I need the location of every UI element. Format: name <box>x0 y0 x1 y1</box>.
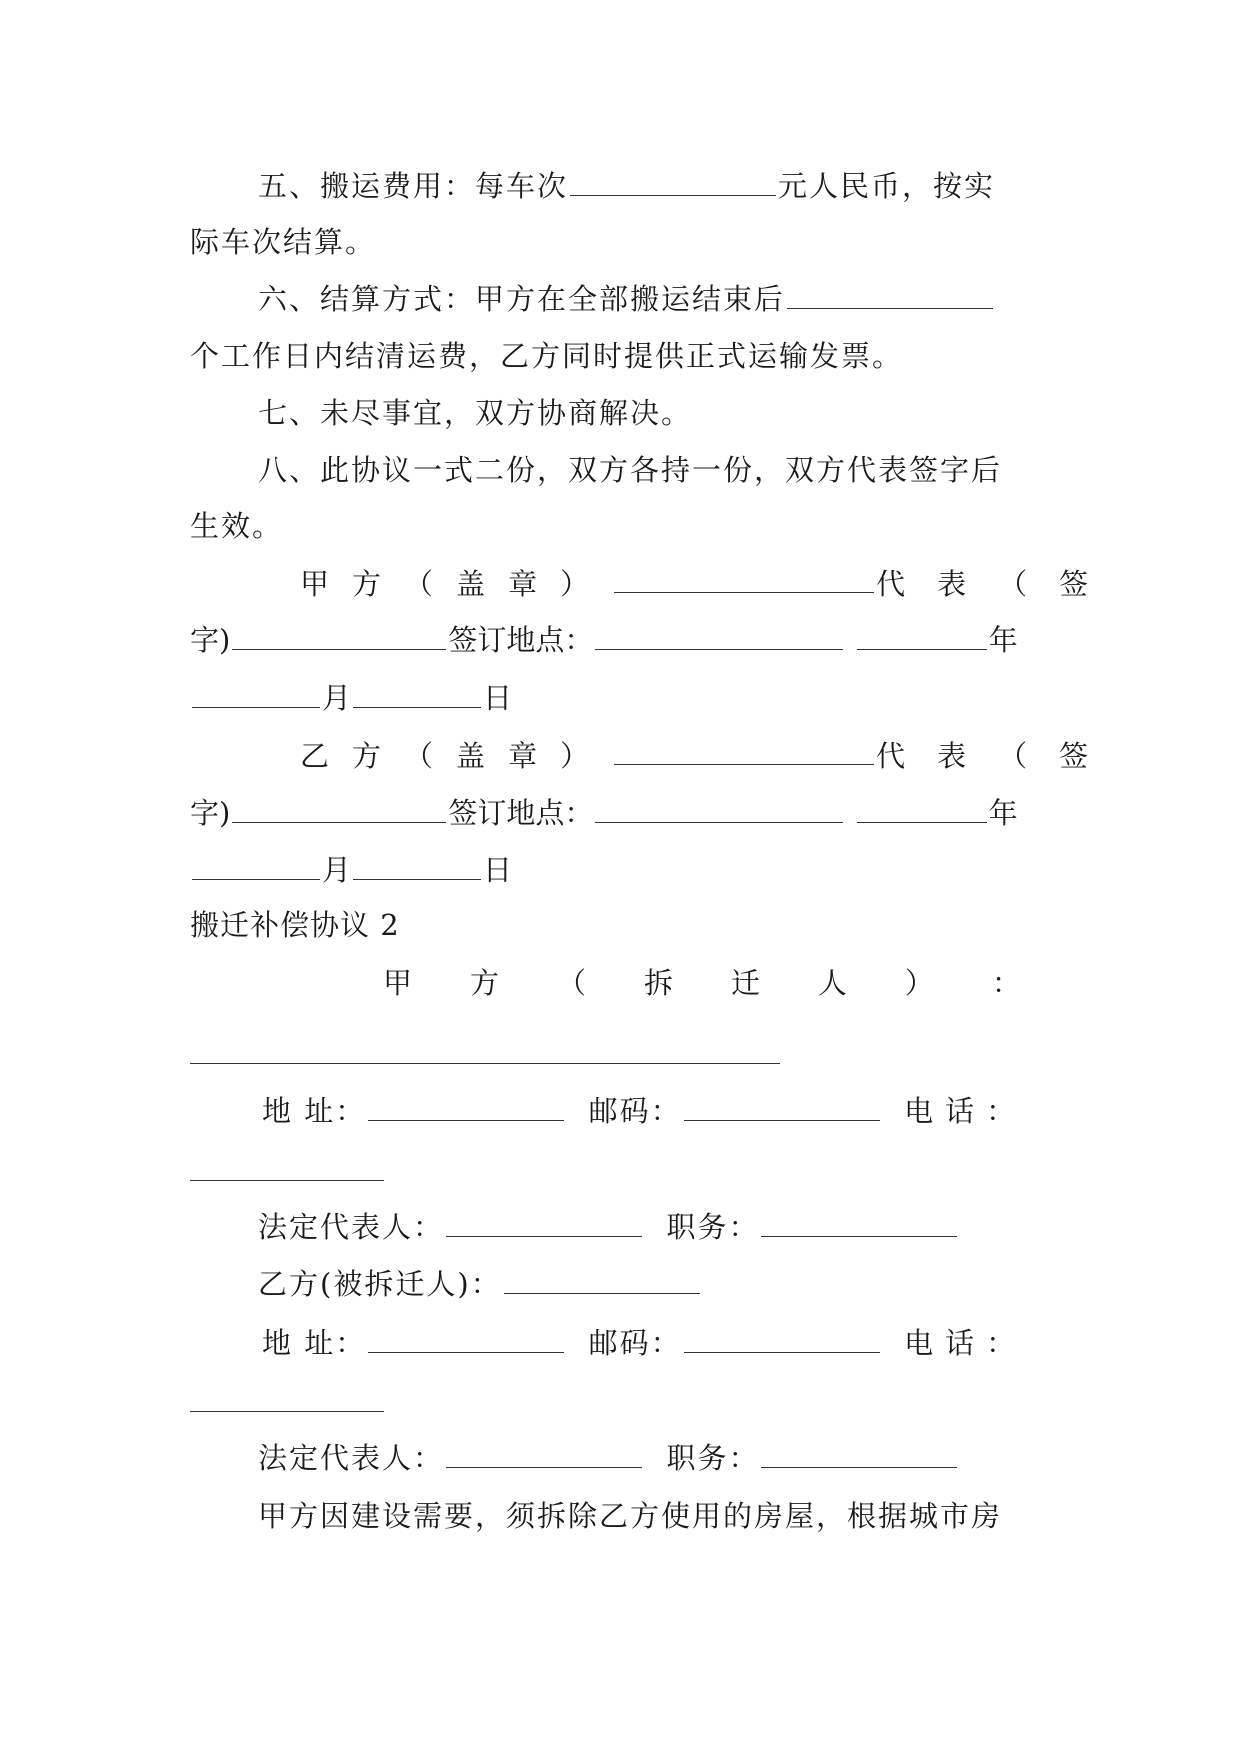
char: 章 <box>508 567 540 601</box>
char: （ <box>998 739 1030 773</box>
char: （ <box>998 567 1030 601</box>
char: 迁 <box>730 966 762 1000</box>
char: 签 <box>1059 567 1091 601</box>
position-label: 职务： <box>666 1441 760 1475</box>
clause-5-text: 五、搬运费用：每车次 <box>258 169 569 203</box>
clause-5-text-end: 元人民币，按实 <box>778 169 996 203</box>
zip-label: 邮码： <box>588 1326 682 1360</box>
char: 盖 <box>456 739 488 773</box>
party-b-label: 乙方(被拆迁人)： <box>258 1267 502 1301</box>
party-a-date-line <box>190 678 512 718</box>
party-b-month-blank[interactable] <box>192 851 320 880</box>
party-a-month-blank[interactable] <box>192 679 320 708</box>
party-a-address-blank[interactable] <box>368 1092 564 1121</box>
clause-6-text: 六、结算方式：甲方在全部搬运结束后 <box>258 282 786 316</box>
char: 方 <box>352 739 384 773</box>
fee-blank[interactable] <box>570 167 776 196</box>
party-b-year-blank[interactable] <box>857 794 987 823</box>
party-a-stamp-blank[interactable] <box>614 564 874 593</box>
party-a-name-blank[interactable] <box>190 1063 780 1064</box>
char: 代 <box>876 739 908 773</box>
agreement-preamble: 甲方因建设需要，须拆除乙方使用的房屋，根据城市房 <box>258 1499 1003 1533</box>
party-b-name-blank[interactable] <box>504 1265 700 1294</box>
party-a-signature-line-2 <box>190 620 1018 660</box>
char: 拆 <box>643 966 675 1000</box>
party-a-year-blank[interactable] <box>857 621 987 650</box>
address-label: 地 址： <box>262 1094 367 1128</box>
party-a-place-blank[interactable] <box>595 621 843 650</box>
party-b-rep-label <box>876 736 1090 776</box>
party-a-phone-blank[interactable] <box>190 1180 384 1181</box>
char: 甲 <box>383 966 415 1000</box>
legal-rep-label: 法定代表人： <box>258 1210 445 1244</box>
party-b-stamp-blank[interactable] <box>614 736 874 765</box>
party-b-signature-line <box>300 736 1091 776</box>
party-a-legal-rep-blank[interactable] <box>446 1208 642 1237</box>
char: 代 <box>876 567 908 601</box>
clause-6-line-1 <box>258 279 995 319</box>
clause-5-line-2: 际车次结算。 <box>190 225 377 259</box>
address-label: 地 址： <box>262 1326 367 1360</box>
month-label: 月 <box>322 681 352 715</box>
party-b-zip-blank[interactable] <box>684 1324 880 1353</box>
party-b-legal-rep-blank[interactable] <box>446 1439 642 1468</box>
char: 签 <box>1059 739 1091 773</box>
char: 甲 <box>300 567 332 601</box>
party-b-position-blank[interactable] <box>761 1439 957 1468</box>
party-a-stamp-label <box>300 564 876 604</box>
char: ） <box>560 567 592 601</box>
party-b-rep-blank[interactable] <box>232 794 446 823</box>
party-a-rep-label <box>876 564 1090 604</box>
day-label: 日 <box>483 681 513 715</box>
char: ） <box>904 966 936 1000</box>
party-b-stamp-label <box>300 736 876 776</box>
phone-label: 电话： <box>904 1094 1028 1128</box>
char: （ <box>404 739 436 773</box>
zip-label: 邮码： <box>588 1094 682 1128</box>
party-b-line <box>258 1264 702 1304</box>
party-b-day-blank[interactable] <box>353 851 481 880</box>
party-a-demolisher-line <box>383 963 1023 1003</box>
phone-label: 电话： <box>904 1326 1028 1360</box>
clause-5-line-1 <box>258 166 995 206</box>
zi-text: 字) <box>190 623 231 657</box>
char: （ <box>556 966 588 1000</box>
char: ： <box>991 966 1023 1000</box>
party-a-day-blank[interactable] <box>353 679 481 708</box>
clause-8-line-1: 八、此协议一式二份，双方各持一份，双方代表签字后 <box>258 453 1003 487</box>
section-heading: 搬迁补偿协议 2 <box>190 908 400 942</box>
party-a-legal-rep-line <box>258 1207 959 1247</box>
settlement-days-blank[interactable] <box>787 280 993 309</box>
char: ） <box>560 739 592 773</box>
sign-place-label: 签订地点： <box>448 796 594 830</box>
clause-7: 七、未尽事宜，双方协商解决。 <box>258 396 693 430</box>
day-label: 日 <box>483 853 513 887</box>
year-label: 年 <box>988 623 1018 657</box>
char: （ <box>404 567 436 601</box>
char: 盖 <box>456 567 488 601</box>
char: 方 <box>469 966 501 1000</box>
char: 乙 <box>300 739 332 773</box>
position-label: 职务： <box>666 1210 760 1244</box>
party-b-phone-blank[interactable] <box>190 1411 384 1412</box>
legal-rep-label: 法定代表人： <box>258 1441 445 1475</box>
party-a-rep-blank[interactable] <box>232 621 446 650</box>
char: 表 <box>937 739 969 773</box>
char: 表 <box>937 567 969 601</box>
party-b-address-blank[interactable] <box>368 1324 564 1353</box>
sign-place-label: 签订地点： <box>448 623 594 657</box>
char: 人 <box>817 966 849 1000</box>
party-a-address-line <box>262 1091 1027 1131</box>
party-a-position-blank[interactable] <box>761 1208 957 1237</box>
party-b-legal-rep-line <box>258 1438 959 1478</box>
party-b-place-blank[interactable] <box>595 794 843 823</box>
clause-8-line-2: 生效。 <box>190 509 284 543</box>
clause-6-line-2: 个工作日内结清运费，乙方同时提供正式运输发票。 <box>190 339 904 373</box>
char: 方 <box>352 567 384 601</box>
party-b-signature-line-2 <box>190 793 1018 833</box>
year-label: 年 <box>988 796 1018 830</box>
party-b-date-line <box>190 850 512 890</box>
party-a-zip-blank[interactable] <box>684 1092 880 1121</box>
party-a-signature-line <box>300 564 1091 604</box>
party-b-address-line <box>262 1323 1027 1363</box>
zi-text: 字) <box>190 796 231 830</box>
month-label: 月 <box>322 853 352 887</box>
char: 章 <box>508 739 540 773</box>
